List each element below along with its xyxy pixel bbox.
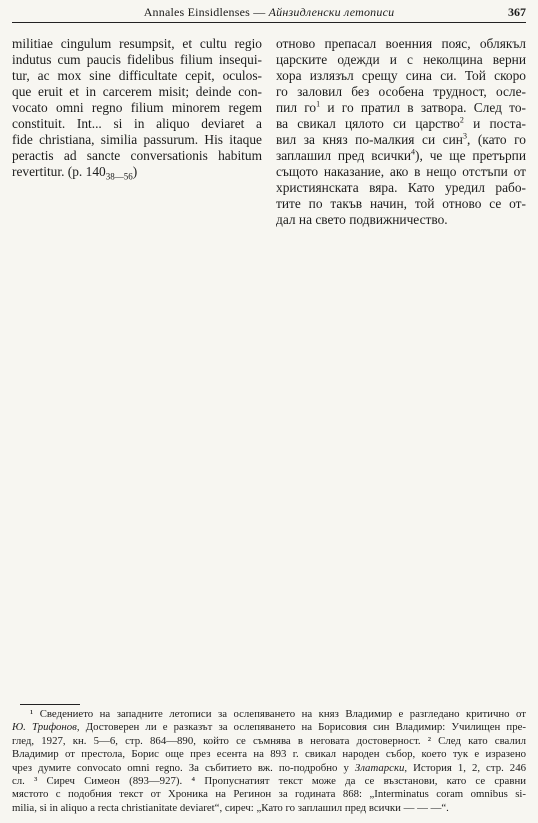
latin-last-text: revertitur. (p. 140	[12, 164, 106, 179]
text-run: и поста-	[463, 116, 527, 131]
footnote-ref-1: 1	[316, 99, 321, 109]
footnote-line-last: milia, si in aliquo a recta christianitate deviaret“, сиреч: „Като го заплашил пред всички — — —“.	[12, 801, 449, 814]
translation-line	[276, 148, 526, 164]
title-cyrillic: Айнзидленски летописи	[268, 5, 395, 19]
running-title	[12, 5, 526, 20]
text-run: , (като го	[466, 132, 526, 147]
footnote-line	[12, 721, 526, 734]
latin-line: fide christiana, similia passurum. His itaque	[12, 132, 262, 147]
footnote-line: ¹ Сведението на западните летописи за ослепяването на княз Владимир е разгледано критично от	[30, 708, 526, 720]
footnote-line: Владимир от престола, Борис още през есента на 893 г. свикал народен събор, което тук е изразено	[12, 748, 526, 761]
translation-line: го заловил без особена трудност, осле-	[276, 84, 526, 99]
latin-line: indutus cum paucis fidelibus filium insequi-	[12, 52, 262, 67]
text-run: чрез думите convocato omni regno. За събитието вж. по-подробно у	[12, 761, 355, 774]
translation-line: хора излязъл срещу сина си. Той скоро	[276, 68, 526, 83]
text-run: пил го	[276, 100, 317, 115]
text-run: и го пратил в затвора. След то-	[320, 100, 527, 115]
footnote-separator	[20, 704, 80, 705]
running-header	[12, 4, 526, 23]
translation-line: отново препасал военния пояс, облякъл	[276, 36, 526, 51]
footnote-ref-4: 4	[411, 147, 415, 157]
footnotes	[12, 708, 526, 815]
text-run: , Достоверен ли е разказът за ослепяването на Борисовия син Владимир: Училищен пре-	[76, 721, 526, 734]
latin-text-column	[12, 36, 262, 185]
cited-author: Златарски	[354, 761, 405, 774]
translation-line: тите по такъв начин, той отново се от-	[276, 196, 526, 211]
text-run: заплашил пред всички	[276, 148, 411, 163]
title-latin: Annales Einsidlenses	[143, 5, 251, 19]
latin-line: peractis ad sancte conversationis habitum	[12, 148, 262, 163]
latin-line: que eruit et in carcerem misit; deinde con-	[12, 84, 262, 99]
cited-author: Ю. Трифонов	[12, 721, 77, 734]
translation-line: същото наказание, ако в нещо отстъпи от	[276, 164, 526, 179]
text-run: ва свикал цялото си царство	[276, 116, 460, 131]
latin-line: vocato omni regno filium minorem regem	[12, 100, 262, 115]
latin-last-end: )	[132, 164, 138, 179]
latin-line-last	[12, 164, 262, 185]
translation-line	[276, 132, 526, 148]
text-run: ), че ще претърпи	[415, 148, 527, 163]
footnote-ref-2: 2	[459, 115, 464, 125]
translation-line	[276, 116, 526, 132]
translation-line	[276, 100, 526, 116]
translation-line: християнската вяра. Като уредил рабо-	[276, 180, 526, 195]
citation-subscript: 38—56	[105, 171, 133, 182]
translation-line-last: дал на свето подвижничество.	[276, 212, 448, 227]
page-number: 367	[508, 5, 526, 19]
footnote-line	[12, 762, 526, 775]
latin-line: militiae cingulum resumpsit, et cultu regio	[12, 36, 262, 51]
footnote-line: сл. ³ Сиреч Симеон (893—927). ⁴ Пропуснатият текст може да се възстанови, като се сравни	[12, 775, 526, 788]
footnote-line: мястото с подобния текст от Хроника на Регинон за годината 868: „Interminatus coram omnibus si-	[12, 788, 526, 801]
translation-line: царските одежди и с неколцина верни	[276, 52, 526, 67]
text-run: , История 1, 2, стр. 246	[404, 761, 526, 774]
latin-line: tur, ac mox sine difficultate cepit, oculos-	[12, 68, 262, 83]
latin-line: constituit. Int... si in aliquo deviaret a	[12, 116, 262, 131]
footnote-line: глед, 1927, кн. 5—6, стр. 864—890, който се съмнява в неговата достоверност. ² След като свалил	[12, 734, 526, 747]
text-run: вил за княз по-малкия си син	[276, 132, 463, 147]
footnote-ref-3: 3	[462, 131, 467, 141]
bulgarian-translation-column	[276, 36, 526, 228]
title-dash: —	[253, 5, 266, 19]
